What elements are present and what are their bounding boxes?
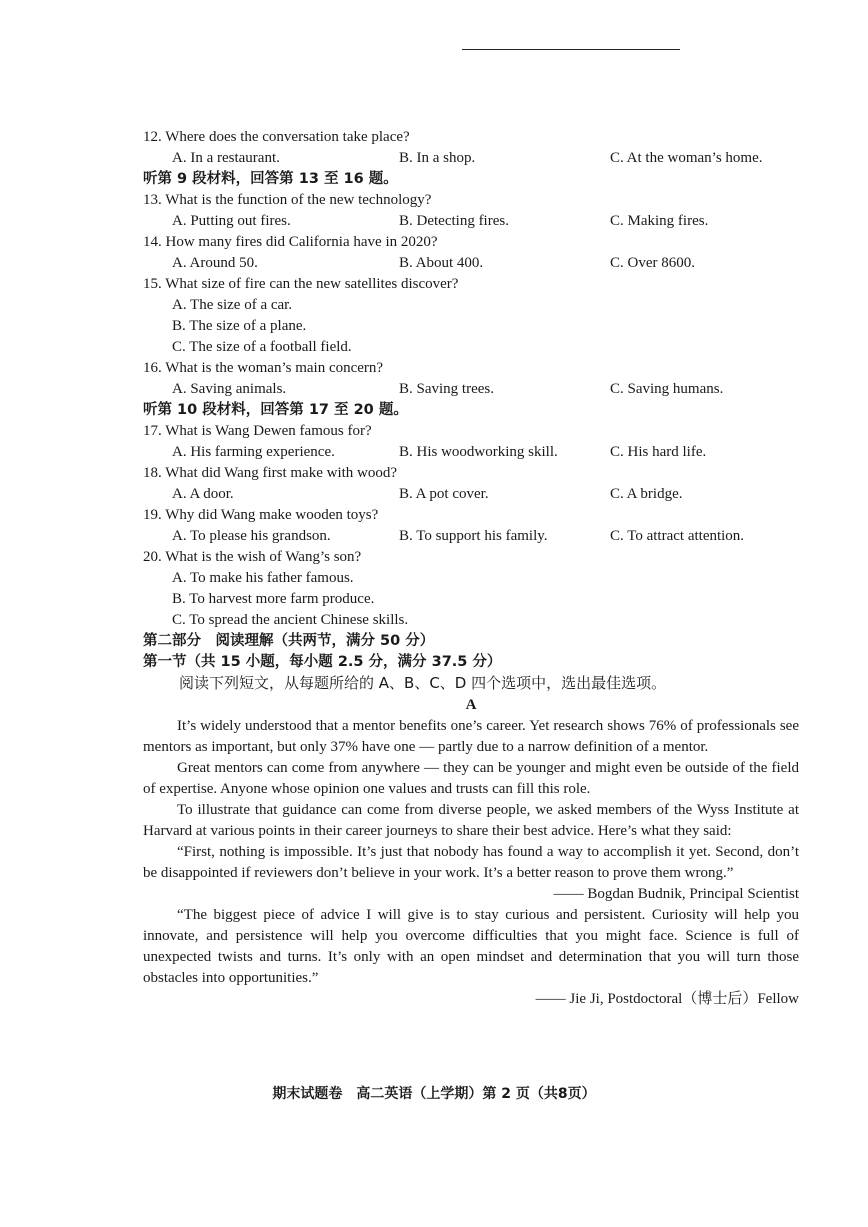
part2-title: 第二部分 阅读理解（共两节，满分 50 分） (143, 633, 435, 649)
quote-budnik: “First, nothing is impossible. It’s just that nobody has found a way to accomplish it yet. Second, don’t be disappointed if reviewers don’t believe in your work. It’s a better reason to prove them wrong.” (143, 844, 799, 881)
q18-stem: 18. What did Wang first make with wood? (143, 465, 398, 481)
q13-options (143, 211, 799, 232)
q20-option-a: A. To make his father famous. (172, 570, 354, 586)
q14-stem: 14. How many fires did California have in 2020? (143, 234, 438, 250)
signature-budnik: —— Bogdan Budnik, Principal Scientist (553, 886, 799, 902)
passage-paragraph-2: Great mentors can come from anywhere — they can be younger and might even be outside of the field of expertise. Anyone whose opinion one values and trusts can fill this role. (143, 760, 799, 797)
q15-option-b: B. The size of a plane. (172, 318, 307, 334)
q14-option-c: C. Over 8600. (610, 255, 695, 271)
q19-option-b: B. To support his family. (399, 528, 548, 544)
q14-options (143, 253, 799, 274)
top-rule (462, 49, 680, 50)
q17-options (143, 442, 799, 463)
q16-stem: 16. What is the woman’s main concern? (143, 360, 384, 376)
q17-option-b: B. His woodworking skill. (399, 444, 558, 460)
q12-option-a: A. In a restaurant. (172, 150, 280, 166)
instruction-material-10: 听第 10 段材料，回答第 17 至 20 题。 (143, 402, 408, 418)
q13-option-b: B. Detecting fires. (399, 213, 509, 229)
q14-option-b: B. About 400. (399, 255, 484, 271)
q19-option-a: A. To please his grandson. (172, 528, 331, 544)
q16-option-b: B. Saving trees. (399, 381, 494, 397)
page-footer: 期末试题卷 高二英语（上学期）第 2 页（共8页） (272, 1086, 596, 1102)
q19-option-c: C. To attract attention. (610, 528, 745, 544)
exam-page (143, 127, 799, 1010)
passage-paragraph-3: To illustrate that guidance can come from diverse people, we asked members of the Wyss Institute at Harvard at various points in their career journeys to share their best advice. Here’s what they said: (143, 802, 799, 839)
q20-option-c: C. To spread the ancient Chinese skills. (172, 612, 409, 628)
passage-label: A (465, 697, 477, 713)
q13-option-a: A. Putting out fires. (172, 213, 291, 229)
q13-option-c: C. Making fires. (610, 213, 709, 229)
passage-paragraph-1: It’s widely understood that a mentor benefits one’s career. Yet research shows 76% of professionals see mentors as important, but only 37% have one — partly due to a narrow definition of a mentor. (143, 718, 799, 755)
q15-stem: 15. What size of fire can the new satellites discover? (143, 276, 459, 292)
q20-stem: 20. What is the wish of Wang’s son? (143, 549, 362, 565)
q12-stem: 12. Where does the conversation take place? (143, 129, 410, 145)
instruction-material-9: 听第 9 段材料，回答第 13 至 16 题。 (143, 171, 398, 187)
q18-options (143, 484, 799, 505)
q19-stem: 19. Why did Wang make wooden toys? (143, 507, 379, 523)
q12-option-b: B. In a shop. (399, 150, 476, 166)
q12-option-c: C. At the woman’s home. (610, 150, 763, 166)
q18-option-c: C. A bridge. (610, 486, 683, 502)
q12-options (143, 148, 799, 169)
q17-stem: 17. What is Wang Dewen famous for? (143, 423, 372, 439)
q19-options (143, 526, 799, 547)
q16-options (143, 379, 799, 400)
section1-title: 第一节（共 15 小题，每小题 2.5 分，满分 37.5 分） (143, 654, 502, 670)
q20-option-b: B. To harvest more farm produce. (172, 591, 375, 607)
q18-option-b: B. A pot cover. (399, 486, 489, 502)
q15-option-c: C. The size of a football field. (172, 339, 352, 355)
q16-option-a: A. Saving animals. (172, 381, 287, 397)
signature-jie-ji: —— Jie Ji, Postdoctoral（博士后）Fellow (535, 991, 799, 1007)
reading-instruction: 阅读下列短文，从每题所给的 A、B、C、D 四个选项中，选出最佳选项。 (179, 674, 667, 692)
q15-option-a: A. The size of a car. (172, 297, 293, 313)
quote-jie-ji: “The biggest piece of advice I will give is to stay curious and persistent. Curiosity will help you innovate, and persistence will help you overcome difficulties that you might face. Science is full of unexpected twists and turns. It’s only with an open mindset and determination that you will turn those obstacles into opportunities.” (143, 907, 799, 986)
q17-option-a: A. His farming experience. (172, 444, 335, 460)
q13-stem: 13. What is the function of the new technology? (143, 192, 432, 208)
q14-option-a: A. Around 50. (172, 255, 258, 271)
q18-option-a: A. A door. (172, 486, 234, 502)
q17-option-c: C. His hard life. (610, 444, 707, 460)
q16-option-c: C. Saving humans. (610, 381, 724, 397)
